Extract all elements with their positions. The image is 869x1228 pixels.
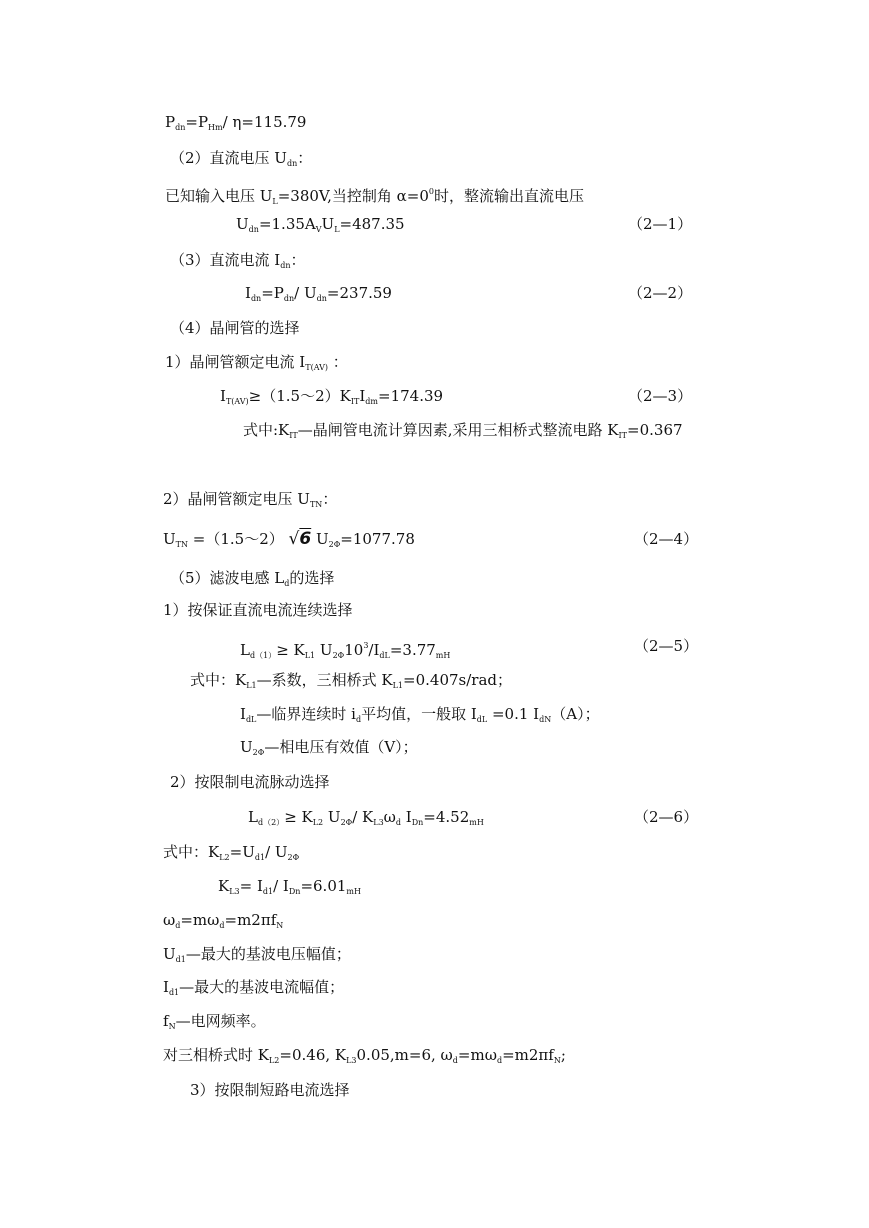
kl1-explanation: 式中：$K_{L1}—$系数，三相桥式 $K_{L1}=0.407s$/rad；: [190, 671, 512, 690]
heading-short-circuit: 3）按限制短路电流选择: [190, 1081, 350, 1099]
equation-number-2-3: （2—3）: [628, 387, 693, 405]
id1-explanation: $I_{d1}—$最大的基波电流幅值；: [163, 978, 345, 997]
itav-formula: $I_{T(AV)}\ge(1.5\sim 2)K_{IT}I_{dm}=174.39$: [220, 387, 444, 406]
heading-continuous-current: 1）按保证直流电流连续选择: [163, 601, 353, 619]
kit-explanation: 式中$:K_{IT}—$晶闸管电流计算因素,采用三相桥式整流电路 $K_{IT}=0.367$: [243, 421, 683, 440]
equation-number-2-5: （2—5）: [634, 637, 699, 655]
ud1-explanation: $U_{d1}—$最大的基波电压幅值；: [163, 945, 351, 964]
heading-current-ripple: 2）按限制电流脉动选择: [170, 773, 330, 791]
sqrt-symbol: √6: [288, 529, 312, 549]
utn-formula: $U_{TN}$ =（1.5～2） √6 $U_{2\Phi}=1077.78$: [163, 529, 415, 549]
equation-number-2-1: （2—1）: [628, 215, 693, 233]
idn-formula: $I_{dn}=P_{dn}/$ $U_{dn}=237.59$: [245, 284, 392, 303]
heading-thyristor-rated-current: 1）晶闸管额定电流 $I_{T(AV)}$ ：: [165, 353, 348, 372]
kl3-formula: $K_{L3}= I_{d1}/$ $I_{Dn}=6.01_{mH}$: [218, 877, 361, 896]
udn-formula: $U_{dn}=1.35A_VU_L=487.35$: [236, 215, 405, 234]
u2phi-explanation: $U_{2\Phi}—$相电压有效值（V）；: [240, 738, 418, 757]
heading-dc-voltage: （2）直流电压 $U_{dn}$：: [170, 149, 313, 168]
ld2-formula: $L_{d(2)}\ge K_{L2}$ $U_{2\Phi}/$ $K_{L3}\omega_d$ $I_{Dn}=4.52_{mH}$: [248, 808, 484, 827]
pdn-formula: $P_{dn}=P_{Hm}/$ η=115.79: [165, 113, 307, 132]
heading-filter-inductor: （5）滤波电感 $L_d$的选择: [170, 569, 335, 588]
fn-explanation: $f_N—$电网频率。: [163, 1012, 266, 1031]
heading-thyristor-rated-voltage: 2）晶闸管额定电压 $U_{TN}$：: [163, 490, 338, 509]
three-phase-bridge-values: 对三相桥式时 $K_{L2}=0.46$, $K_{L3}0.05,m=6$, $\omega_d=m\omega_d=m2\pi f_N$;: [163, 1046, 566, 1065]
known-input-voltage-text: 已知输入电压 $U_L=380V$,当控制角 $\alpha=0^0$时，整流输出直流电压: [165, 187, 585, 206]
idl-explanation: $I_{dL}—$临界连续时 $i_d$平均值，一般取 $I_{dL} =0.1$ $I_{dN}(A)$；: [240, 705, 600, 724]
heading-thyristor-selection: （4）晶闸管的选择: [170, 319, 300, 337]
equation-number-2-4: （2—4）: [634, 530, 699, 548]
heading-dc-current: （3）直流电流 $I_{dn}$：: [170, 251, 306, 270]
equation-number-2-6: （2—6）: [634, 808, 699, 826]
ld1-formula: $L_{d(1)}\ge K_{L1}$ $U_{2\Phi}10^3/I_{dL}=3.77_{mH}$: [240, 641, 451, 660]
kl2-formula: 式中：$K_{L2}=U_{d1}/$ $U_{2\Phi}$: [163, 843, 300, 862]
equation-number-2-2: （2—2）: [628, 284, 693, 302]
omega-formula: $\omega_d=m\omega_d=m2\pi f_N$: [163, 911, 284, 930]
